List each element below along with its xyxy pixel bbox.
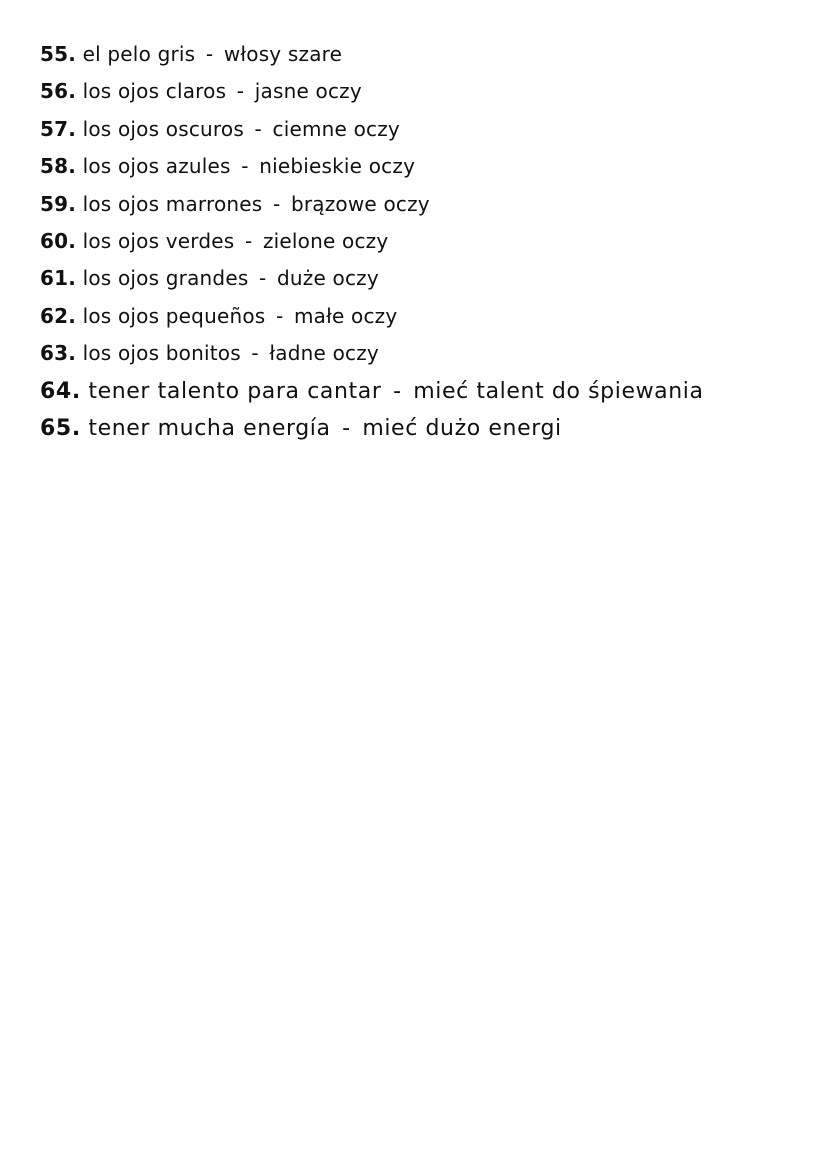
polish-translation: niebieskie oczy (259, 154, 416, 179)
entry-number: 59. (40, 191, 77, 216)
spanish-phrase: tener mucha energía (88, 415, 331, 441)
polish-translation: ładne oczy (269, 341, 379, 366)
spanish-phrase: los ojos pequeños (82, 303, 266, 328)
entry-number: 57. (40, 116, 77, 141)
vocab-entry-56 (40, 73, 800, 110)
vocab-entry-65 (40, 410, 800, 447)
polish-translation: małe oczy (293, 303, 398, 328)
entry-number: 65. (40, 415, 81, 441)
spanish-phrase: los ojos grandes (82, 266, 249, 291)
separator-dash: - (251, 341, 259, 366)
vocab-entry-55 (40, 36, 800, 73)
vocab-entry-59 (40, 186, 800, 223)
entry-number: 60. (40, 228, 77, 253)
vocab-entry-60 (40, 223, 800, 260)
separator-dash: - (254, 116, 262, 141)
vocab-entry-61 (40, 260, 800, 297)
separator-dash: - (236, 79, 245, 104)
spanish-phrase: los ojos azules (82, 154, 231, 179)
vocab-entry-64 (40, 373, 800, 410)
spanish-phrase: los ojos bonitos (82, 341, 241, 366)
spanish-phrase: los ojos oscuros (82, 116, 244, 141)
entry-number: 63. (40, 341, 77, 366)
polish-translation: jasne oczy (254, 79, 362, 104)
entry-number: 64. (40, 378, 81, 404)
vocab-entry-57 (40, 111, 800, 148)
polish-translation: mieć talent do śpiewania (413, 378, 704, 404)
polish-translation: duże oczy (277, 266, 379, 291)
vocab-entry-58 (40, 148, 800, 185)
polish-translation: ciemne oczy (272, 116, 400, 141)
polish-translation: włosy szare (223, 42, 343, 66)
spanish-phrase: tener talento para cantar (88, 378, 382, 404)
entry-number: 55. (40, 42, 77, 66)
separator-dash: - (244, 228, 253, 253)
separator-dash: - (259, 266, 267, 291)
spanish-phrase: los ojos claros (82, 79, 227, 104)
polish-translation: zielone oczy (262, 228, 389, 253)
vocabulary-list (40, 36, 800, 447)
separator-dash: - (272, 191, 281, 216)
spanish-phrase: el pelo gris (82, 42, 196, 66)
entry-number: 58. (40, 154, 77, 179)
vocab-entry-63 (40, 335, 800, 372)
polish-translation: brązowe oczy (290, 191, 430, 216)
vocab-entry-62 (40, 298, 800, 335)
separator-dash: - (241, 154, 249, 179)
entry-number: 62. (40, 303, 77, 328)
separator-dash: - (342, 415, 351, 441)
spanish-phrase: los ojos verdes (82, 228, 235, 253)
separator-dash: - (275, 303, 284, 328)
spanish-phrase: los ojos marrones (82, 191, 263, 216)
entry-number: 61. (40, 266, 77, 291)
polish-translation: mieć dużo energi (362, 415, 562, 441)
entry-number: 56. (40, 79, 77, 104)
separator-dash: - (205, 42, 214, 66)
separator-dash: - (393, 378, 402, 404)
